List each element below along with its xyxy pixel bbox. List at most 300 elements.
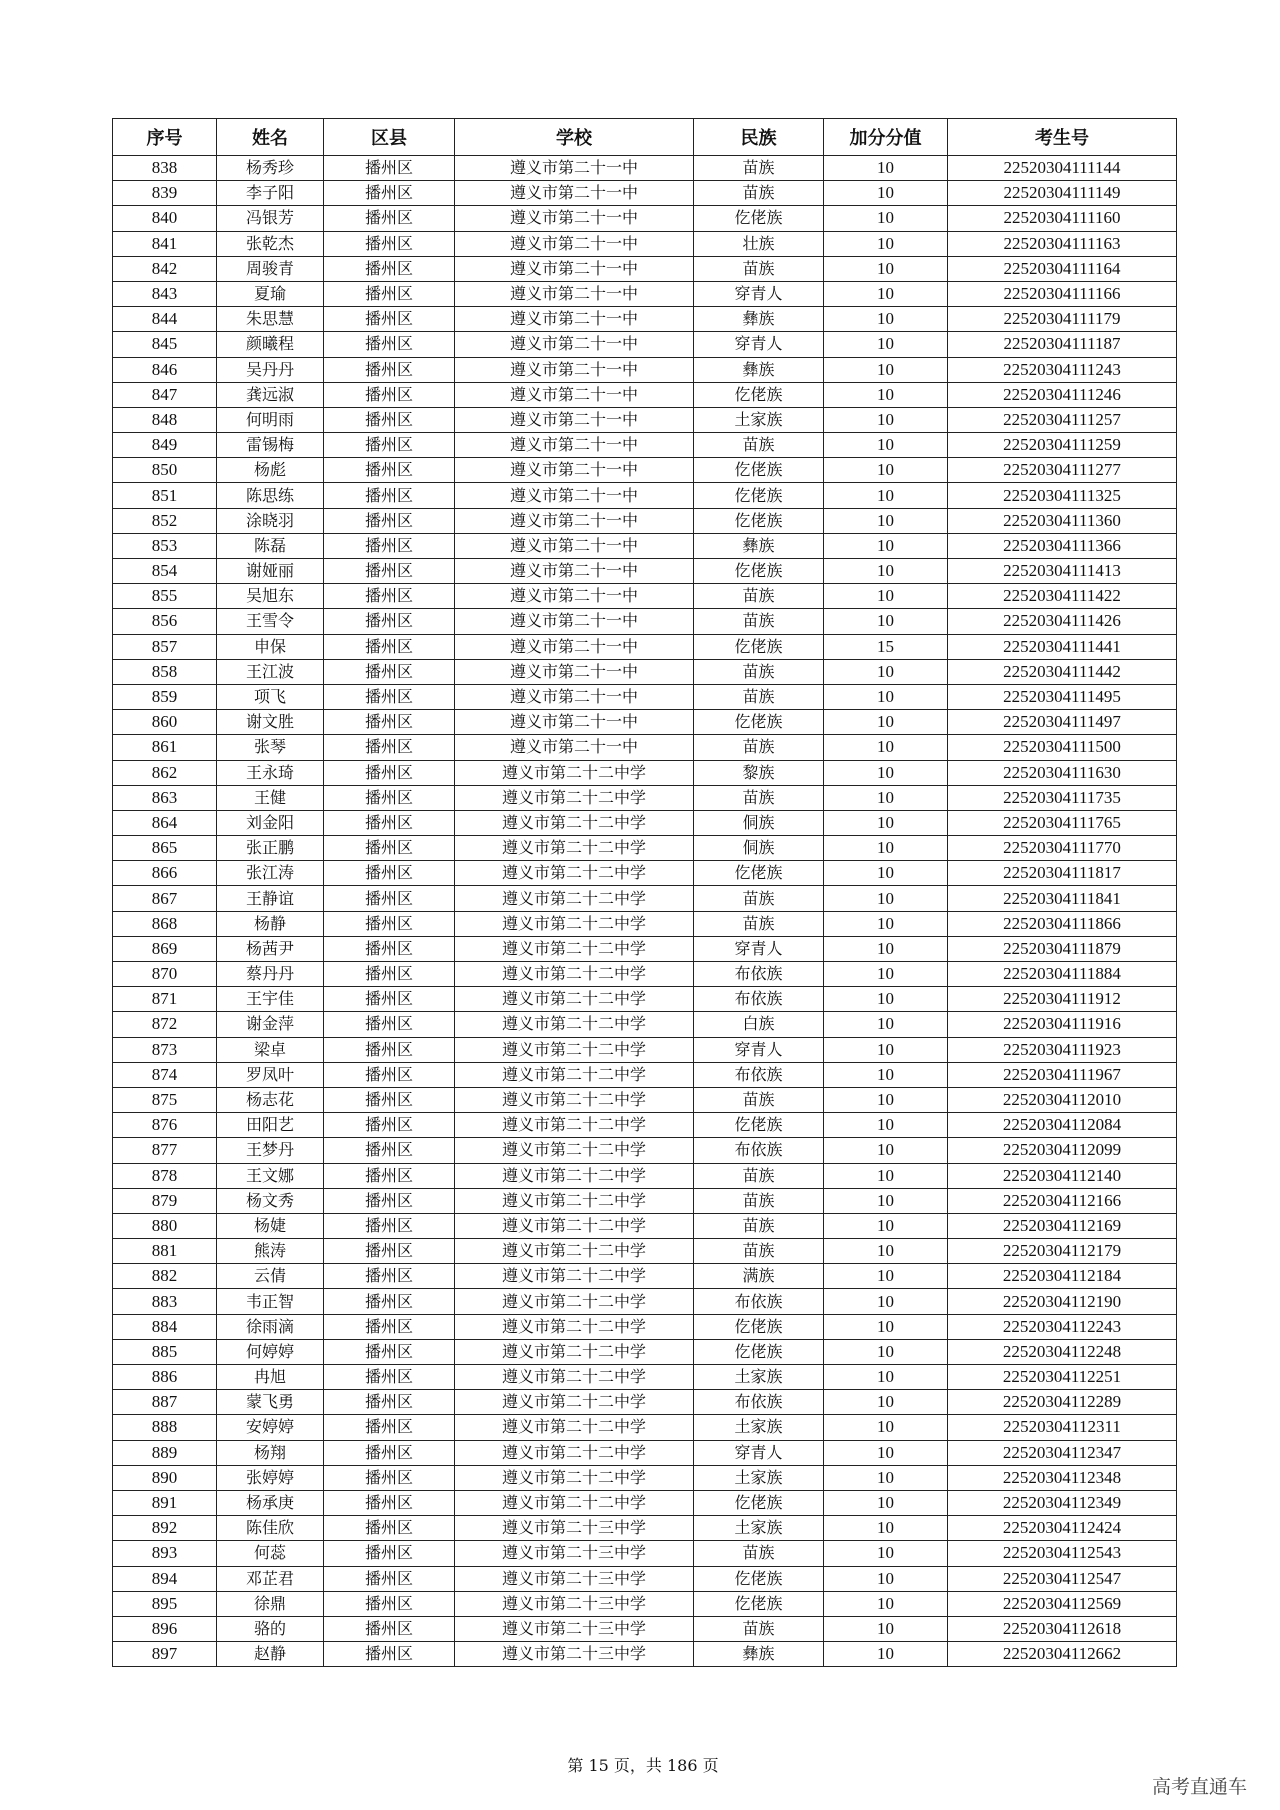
cell-index: 860 bbox=[113, 710, 217, 735]
table-row bbox=[113, 659, 1177, 684]
cell-bonus-points: 10 bbox=[824, 533, 948, 558]
cell-district: 播州区 bbox=[324, 433, 455, 458]
cell-name: 王梦丹 bbox=[217, 1138, 324, 1163]
cell-school: 遵义市第二十三中学 bbox=[455, 1541, 694, 1566]
cell-name: 陈佳欣 bbox=[217, 1516, 324, 1541]
table-row bbox=[113, 1541, 1177, 1566]
cell-district: 播州区 bbox=[324, 1541, 455, 1566]
table-row bbox=[113, 1314, 1177, 1339]
cell-name: 龚远淑 bbox=[217, 382, 324, 407]
cell-bonus-points: 10 bbox=[824, 760, 948, 785]
table-row bbox=[113, 1465, 1177, 1490]
cell-school: 遵义市第二十一中 bbox=[455, 584, 694, 609]
cell-school: 遵义市第二十一中 bbox=[455, 181, 694, 206]
cell-district: 播州区 bbox=[324, 785, 455, 810]
cell-district: 播州区 bbox=[324, 1163, 455, 1188]
table-row bbox=[113, 156, 1177, 181]
cell-bonus-points: 10 bbox=[824, 936, 948, 961]
cell-ethnicity: 布依族 bbox=[694, 1062, 824, 1087]
table-row bbox=[113, 962, 1177, 987]
cell-school: 遵义市第二十一中 bbox=[455, 256, 694, 281]
cell-exam-number: 22520304111164 bbox=[948, 256, 1177, 281]
cell-district: 播州区 bbox=[324, 962, 455, 987]
cell-school: 遵义市第二十一中 bbox=[455, 483, 694, 508]
cell-index: 861 bbox=[113, 735, 217, 760]
cell-exam-number: 22520304112084 bbox=[948, 1113, 1177, 1138]
header-index: 序号 bbox=[113, 119, 217, 156]
cell-name: 王雪令 bbox=[217, 609, 324, 634]
cell-index: 881 bbox=[113, 1239, 217, 1264]
table-row bbox=[113, 1163, 1177, 1188]
cell-index: 877 bbox=[113, 1138, 217, 1163]
cell-ethnicity: 仡佬族 bbox=[694, 1314, 824, 1339]
cell-ethnicity: 仡佬族 bbox=[694, 1490, 824, 1515]
cell-ethnicity: 苗族 bbox=[694, 584, 824, 609]
cell-name: 张乾杰 bbox=[217, 231, 324, 256]
cell-bonus-points: 10 bbox=[824, 684, 948, 709]
cell-ethnicity: 苗族 bbox=[694, 1163, 824, 1188]
cell-district: 播州区 bbox=[324, 911, 455, 936]
cell-school: 遵义市第二十一中 bbox=[455, 281, 694, 306]
cell-exam-number: 22520304111149 bbox=[948, 181, 1177, 206]
cell-ethnicity: 苗族 bbox=[694, 886, 824, 911]
cell-index: 852 bbox=[113, 508, 217, 533]
cell-ethnicity: 苗族 bbox=[694, 433, 824, 458]
cell-school: 遵义市第二十二中学 bbox=[455, 1138, 694, 1163]
cell-school: 遵义市第二十一中 bbox=[455, 533, 694, 558]
cell-index: 874 bbox=[113, 1062, 217, 1087]
cell-name: 何婷婷 bbox=[217, 1339, 324, 1364]
cell-index: 850 bbox=[113, 458, 217, 483]
cell-school: 遵义市第二十一中 bbox=[455, 433, 694, 458]
cell-index: 849 bbox=[113, 433, 217, 458]
cell-index: 865 bbox=[113, 836, 217, 861]
cell-name: 罗凤叶 bbox=[217, 1062, 324, 1087]
cell-district: 播州区 bbox=[324, 206, 455, 231]
cell-ethnicity: 苗族 bbox=[694, 181, 824, 206]
cell-exam-number: 22520304112662 bbox=[948, 1642, 1177, 1667]
table-row bbox=[113, 760, 1177, 785]
cell-exam-number: 22520304112618 bbox=[948, 1616, 1177, 1641]
cell-district: 播州区 bbox=[324, 836, 455, 861]
cell-name: 王永琦 bbox=[217, 760, 324, 785]
cell-exam-number: 22520304112349 bbox=[948, 1490, 1177, 1515]
table-row bbox=[113, 810, 1177, 835]
cell-index: 844 bbox=[113, 307, 217, 332]
cell-exam-number: 22520304111497 bbox=[948, 710, 1177, 735]
cell-school: 遵义市第二十二中学 bbox=[455, 1490, 694, 1515]
table-row bbox=[113, 1188, 1177, 1213]
cell-exam-number: 22520304111841 bbox=[948, 886, 1177, 911]
cell-name: 王江波 bbox=[217, 659, 324, 684]
cell-exam-number: 22520304111817 bbox=[948, 861, 1177, 886]
cell-ethnicity: 苗族 bbox=[694, 1188, 824, 1213]
bonus-points-table bbox=[112, 118, 1177, 1667]
cell-bonus-points: 10 bbox=[824, 307, 948, 332]
table-row bbox=[113, 987, 1177, 1012]
cell-school: 遵义市第二十一中 bbox=[455, 634, 694, 659]
cell-exam-number: 22520304111495 bbox=[948, 684, 1177, 709]
cell-index: 875 bbox=[113, 1087, 217, 1112]
cell-ethnicity: 侗族 bbox=[694, 810, 824, 835]
cell-ethnicity: 布依族 bbox=[694, 1289, 824, 1314]
cell-school: 遵义市第二十一中 bbox=[455, 231, 694, 256]
header-district: 区县 bbox=[324, 119, 455, 156]
table-row bbox=[113, 634, 1177, 659]
table-row bbox=[113, 1087, 1177, 1112]
cell-district: 播州区 bbox=[324, 810, 455, 835]
cell-bonus-points: 10 bbox=[824, 1163, 948, 1188]
header-exam-number: 考生号 bbox=[948, 119, 1177, 156]
cell-exam-number: 22520304111884 bbox=[948, 962, 1177, 987]
header-ethnicity: 民族 bbox=[694, 119, 824, 156]
cell-name: 杨秀珍 bbox=[217, 156, 324, 181]
cell-name: 徐鼎 bbox=[217, 1591, 324, 1616]
cell-name: 颜曦程 bbox=[217, 332, 324, 357]
cell-ethnicity: 仡佬族 bbox=[694, 559, 824, 584]
cell-index: 889 bbox=[113, 1440, 217, 1465]
cell-ethnicity: 苗族 bbox=[694, 1541, 824, 1566]
cell-school: 遵义市第二十二中学 bbox=[455, 1163, 694, 1188]
cell-district: 播州区 bbox=[324, 1239, 455, 1264]
cell-district: 播州区 bbox=[324, 1390, 455, 1415]
cell-exam-number: 22520304111967 bbox=[948, 1062, 1177, 1087]
table-row bbox=[113, 559, 1177, 584]
cell-ethnicity: 布依族 bbox=[694, 987, 824, 1012]
cell-ethnicity: 苗族 bbox=[694, 1087, 824, 1112]
cell-bonus-points: 10 bbox=[824, 1566, 948, 1591]
table-row bbox=[113, 407, 1177, 432]
cell-index: 867 bbox=[113, 886, 217, 911]
cell-school: 遵义市第二十二中学 bbox=[455, 1314, 694, 1339]
table-row bbox=[113, 1516, 1177, 1541]
cell-index: 882 bbox=[113, 1264, 217, 1289]
cell-district: 播州区 bbox=[324, 1314, 455, 1339]
cell-index: 887 bbox=[113, 1390, 217, 1415]
cell-ethnicity: 仡佬族 bbox=[694, 483, 824, 508]
cell-name: 杨婕 bbox=[217, 1213, 324, 1238]
cell-name: 张婷婷 bbox=[217, 1465, 324, 1490]
cell-school: 遵义市第二十二中学 bbox=[455, 936, 694, 961]
table-row bbox=[113, 1113, 1177, 1138]
cell-exam-number: 22520304112543 bbox=[948, 1541, 1177, 1566]
cell-district: 播州区 bbox=[324, 760, 455, 785]
table-row bbox=[113, 886, 1177, 911]
cell-district: 播州区 bbox=[324, 987, 455, 1012]
cell-district: 播州区 bbox=[324, 634, 455, 659]
cell-bonus-points: 10 bbox=[824, 433, 948, 458]
cell-index: 876 bbox=[113, 1113, 217, 1138]
cell-bonus-points: 10 bbox=[824, 1642, 948, 1667]
cell-index: 857 bbox=[113, 634, 217, 659]
cell-district: 播州区 bbox=[324, 357, 455, 382]
cell-index: 868 bbox=[113, 911, 217, 936]
cell-bonus-points: 10 bbox=[824, 458, 948, 483]
cell-exam-number: 22520304112347 bbox=[948, 1440, 1177, 1465]
cell-bonus-points: 10 bbox=[824, 886, 948, 911]
cell-ethnicity: 满族 bbox=[694, 1264, 824, 1289]
cell-index: 883 bbox=[113, 1289, 217, 1314]
cell-name: 蔡丹丹 bbox=[217, 962, 324, 987]
cell-ethnicity: 苗族 bbox=[694, 684, 824, 709]
cell-name: 杨静 bbox=[217, 911, 324, 936]
cell-bonus-points: 10 bbox=[824, 1314, 948, 1339]
table-row bbox=[113, 1213, 1177, 1238]
cell-bonus-points: 10 bbox=[824, 206, 948, 231]
cell-exam-number: 22520304112248 bbox=[948, 1339, 1177, 1364]
cell-bonus-points: 10 bbox=[824, 1490, 948, 1515]
table-row bbox=[113, 1365, 1177, 1390]
cell-index: 843 bbox=[113, 281, 217, 306]
cell-district: 播州区 bbox=[324, 1062, 455, 1087]
cell-district: 播州区 bbox=[324, 710, 455, 735]
cell-district: 播州区 bbox=[324, 1465, 455, 1490]
cell-index: 869 bbox=[113, 936, 217, 961]
cell-exam-number: 22520304111923 bbox=[948, 1037, 1177, 1062]
cell-ethnicity: 白族 bbox=[694, 1012, 824, 1037]
table-row bbox=[113, 1012, 1177, 1037]
cell-name: 涂晓羽 bbox=[217, 508, 324, 533]
cell-bonus-points: 10 bbox=[824, 1062, 948, 1087]
cell-bonus-points: 10 bbox=[824, 1390, 948, 1415]
cell-district: 播州区 bbox=[324, 1188, 455, 1213]
cell-name: 谢文胜 bbox=[217, 710, 324, 735]
table-row bbox=[113, 1591, 1177, 1616]
cell-school: 遵义市第二十二中学 bbox=[455, 785, 694, 810]
cell-bonus-points: 10 bbox=[824, 407, 948, 432]
cell-school: 遵义市第二十二中学 bbox=[455, 1390, 694, 1415]
cell-name: 谢娅丽 bbox=[217, 559, 324, 584]
cell-ethnicity: 苗族 bbox=[694, 659, 824, 684]
cell-name: 王文娜 bbox=[217, 1163, 324, 1188]
cell-district: 播州区 bbox=[324, 1415, 455, 1440]
cell-exam-number: 22520304112010 bbox=[948, 1087, 1177, 1112]
cell-index: 847 bbox=[113, 382, 217, 407]
cell-bonus-points: 10 bbox=[824, 987, 948, 1012]
cell-bonus-points: 10 bbox=[824, 483, 948, 508]
cell-index: 854 bbox=[113, 559, 217, 584]
cell-district: 播州区 bbox=[324, 483, 455, 508]
cell-ethnicity: 侗族 bbox=[694, 836, 824, 861]
cell-ethnicity: 彝族 bbox=[694, 307, 824, 332]
cell-exam-number: 22520304112190 bbox=[948, 1289, 1177, 1314]
cell-school: 遵义市第二十三中学 bbox=[455, 1616, 694, 1641]
cell-exam-number: 22520304111160 bbox=[948, 206, 1177, 231]
cell-school: 遵义市第二十二中学 bbox=[455, 1037, 694, 1062]
cell-bonus-points: 10 bbox=[824, 1213, 948, 1238]
cell-index: 880 bbox=[113, 1213, 217, 1238]
cell-ethnicity: 仡佬族 bbox=[694, 458, 824, 483]
cell-ethnicity: 穿青人 bbox=[694, 936, 824, 961]
cell-ethnicity: 苗族 bbox=[694, 785, 824, 810]
cell-exam-number: 22520304111442 bbox=[948, 659, 1177, 684]
cell-name: 王静谊 bbox=[217, 886, 324, 911]
cell-exam-number: 22520304111422 bbox=[948, 584, 1177, 609]
cell-ethnicity: 仡佬族 bbox=[694, 861, 824, 886]
cell-name: 赵静 bbox=[217, 1642, 324, 1667]
cell-name: 陈思练 bbox=[217, 483, 324, 508]
cell-index: 851 bbox=[113, 483, 217, 508]
cell-bonus-points: 10 bbox=[824, 1012, 948, 1037]
cell-index: 894 bbox=[113, 1566, 217, 1591]
table-body bbox=[113, 156, 1177, 1667]
table-row bbox=[113, 181, 1177, 206]
cell-name: 雷锡梅 bbox=[217, 433, 324, 458]
table-row bbox=[113, 332, 1177, 357]
cell-bonus-points: 10 bbox=[824, 156, 948, 181]
cell-ethnicity: 苗族 bbox=[694, 735, 824, 760]
cell-school: 遵义市第二十一中 bbox=[455, 735, 694, 760]
cell-school: 遵义市第二十二中学 bbox=[455, 987, 694, 1012]
cell-exam-number: 22520304111765 bbox=[948, 810, 1177, 835]
cell-district: 播州区 bbox=[324, 533, 455, 558]
cell-exam-number: 22520304112289 bbox=[948, 1390, 1177, 1415]
cell-name: 朱思慧 bbox=[217, 307, 324, 332]
cell-ethnicity: 苗族 bbox=[694, 1616, 824, 1641]
cell-ethnicity: 彝族 bbox=[694, 1642, 824, 1667]
table-row bbox=[113, 1616, 1177, 1641]
cell-name: 吴丹丹 bbox=[217, 357, 324, 382]
cell-index: 872 bbox=[113, 1012, 217, 1037]
cell-bonus-points: 10 bbox=[824, 609, 948, 634]
cell-index: 856 bbox=[113, 609, 217, 634]
cell-ethnicity: 土家族 bbox=[694, 1465, 824, 1490]
cell-school: 遵义市第二十一中 bbox=[455, 206, 694, 231]
cell-exam-number: 22520304112243 bbox=[948, 1314, 1177, 1339]
table-row bbox=[113, 1138, 1177, 1163]
cell-name: 申保 bbox=[217, 634, 324, 659]
cell-exam-number: 22520304111912 bbox=[948, 987, 1177, 1012]
cell-exam-number: 22520304111257 bbox=[948, 407, 1177, 432]
cell-index: 839 bbox=[113, 181, 217, 206]
cell-index: 858 bbox=[113, 659, 217, 684]
cell-bonus-points: 10 bbox=[824, 1516, 948, 1541]
cell-school: 遵义市第二十二中学 bbox=[455, 1113, 694, 1138]
table-row bbox=[113, 911, 1177, 936]
cell-district: 播州区 bbox=[324, 382, 455, 407]
cell-index: 841 bbox=[113, 231, 217, 256]
cell-ethnicity: 土家族 bbox=[694, 1365, 824, 1390]
cell-ethnicity: 仡佬族 bbox=[694, 1566, 824, 1591]
cell-index: 886 bbox=[113, 1365, 217, 1390]
cell-ethnicity: 仡佬族 bbox=[694, 1113, 824, 1138]
table-row bbox=[113, 936, 1177, 961]
cell-bonus-points: 10 bbox=[824, 836, 948, 861]
table-row bbox=[113, 710, 1177, 735]
cell-school: 遵义市第二十二中学 bbox=[455, 810, 694, 835]
cell-bonus-points: 10 bbox=[824, 1415, 948, 1440]
cell-district: 播州区 bbox=[324, 559, 455, 584]
cell-district: 播州区 bbox=[324, 735, 455, 760]
cell-name: 吴旭东 bbox=[217, 584, 324, 609]
table-row bbox=[113, 281, 1177, 306]
cell-index: 848 bbox=[113, 407, 217, 432]
cell-ethnicity: 仡佬族 bbox=[694, 710, 824, 735]
cell-school: 遵义市第二十一中 bbox=[455, 508, 694, 533]
cell-ethnicity: 仡佬族 bbox=[694, 1591, 824, 1616]
cell-exam-number: 22520304111246 bbox=[948, 382, 1177, 407]
cell-ethnicity: 布依族 bbox=[694, 1138, 824, 1163]
cell-school: 遵义市第二十一中 bbox=[455, 684, 694, 709]
cell-bonus-points: 10 bbox=[824, 1188, 948, 1213]
cell-exam-number: 22520304111277 bbox=[948, 458, 1177, 483]
cell-name: 王健 bbox=[217, 785, 324, 810]
cell-index: 890 bbox=[113, 1465, 217, 1490]
cell-index: 838 bbox=[113, 156, 217, 181]
cell-ethnicity: 仡佬族 bbox=[694, 508, 824, 533]
cell-district: 播州区 bbox=[324, 1213, 455, 1238]
cell-school: 遵义市第二十三中学 bbox=[455, 1591, 694, 1616]
cell-ethnicity: 苗族 bbox=[694, 1239, 824, 1264]
page-number: 第 15 页，共 186 页 bbox=[567, 1756, 719, 1775]
cell-name: 熊涛 bbox=[217, 1239, 324, 1264]
cell-school: 遵义市第二十二中学 bbox=[455, 886, 694, 911]
cell-exam-number: 22520304111325 bbox=[948, 483, 1177, 508]
cell-ethnicity: 穿青人 bbox=[694, 1037, 824, 1062]
cell-name: 徐雨滴 bbox=[217, 1314, 324, 1339]
cell-ethnicity: 仡佬族 bbox=[694, 206, 824, 231]
table-row bbox=[113, 1415, 1177, 1440]
cell-district: 播州区 bbox=[324, 1490, 455, 1515]
cell-district: 播州区 bbox=[324, 1365, 455, 1390]
table-row bbox=[113, 231, 1177, 256]
cell-school: 遵义市第二十二中学 bbox=[455, 911, 694, 936]
cell-name: 杨翔 bbox=[217, 1440, 324, 1465]
table-row bbox=[113, 1239, 1177, 1264]
cell-index: 885 bbox=[113, 1339, 217, 1364]
cell-school: 遵义市第二十二中学 bbox=[455, 1213, 694, 1238]
cell-district: 播州区 bbox=[324, 886, 455, 911]
table-row bbox=[113, 861, 1177, 886]
table-row bbox=[113, 1390, 1177, 1415]
cell-index: 871 bbox=[113, 987, 217, 1012]
cell-district: 播州区 bbox=[324, 508, 455, 533]
cell-school: 遵义市第二十一中 bbox=[455, 407, 694, 432]
table-row bbox=[113, 508, 1177, 533]
cell-bonus-points: 10 bbox=[824, 962, 948, 987]
cell-district: 播州区 bbox=[324, 1616, 455, 1641]
cell-district: 播州区 bbox=[324, 861, 455, 886]
cell-district: 播州区 bbox=[324, 458, 455, 483]
cell-ethnicity: 仡佬族 bbox=[694, 634, 824, 659]
cell-bonus-points: 10 bbox=[824, 1591, 948, 1616]
cell-name: 杨彪 bbox=[217, 458, 324, 483]
table-row bbox=[113, 458, 1177, 483]
table-row bbox=[113, 1440, 1177, 1465]
cell-ethnicity: 彝族 bbox=[694, 533, 824, 558]
cell-school: 遵义市第二十一中 bbox=[455, 710, 694, 735]
cell-school: 遵义市第二十三中学 bbox=[455, 1516, 694, 1541]
cell-exam-number: 22520304111360 bbox=[948, 508, 1177, 533]
cell-district: 播州区 bbox=[324, 659, 455, 684]
table-row bbox=[113, 1566, 1177, 1591]
cell-name: 王宇佳 bbox=[217, 987, 324, 1012]
cell-name: 田阳艺 bbox=[217, 1113, 324, 1138]
cell-index: 859 bbox=[113, 684, 217, 709]
cell-bonus-points: 10 bbox=[824, 1365, 948, 1390]
cell-name: 冉旭 bbox=[217, 1365, 324, 1390]
header-bonus-points: 加分分值 bbox=[824, 119, 948, 156]
cell-name: 项飞 bbox=[217, 684, 324, 709]
cell-exam-number: 22520304112179 bbox=[948, 1239, 1177, 1264]
cell-district: 播州区 bbox=[324, 307, 455, 332]
cell-school: 遵义市第二十二中学 bbox=[455, 1365, 694, 1390]
cell-bonus-points: 10 bbox=[824, 382, 948, 407]
cell-exam-number: 22520304112099 bbox=[948, 1138, 1177, 1163]
cell-district: 播州区 bbox=[324, 936, 455, 961]
cell-school: 遵义市第二十二中学 bbox=[455, 1415, 694, 1440]
cell-exam-number: 22520304112251 bbox=[948, 1365, 1177, 1390]
